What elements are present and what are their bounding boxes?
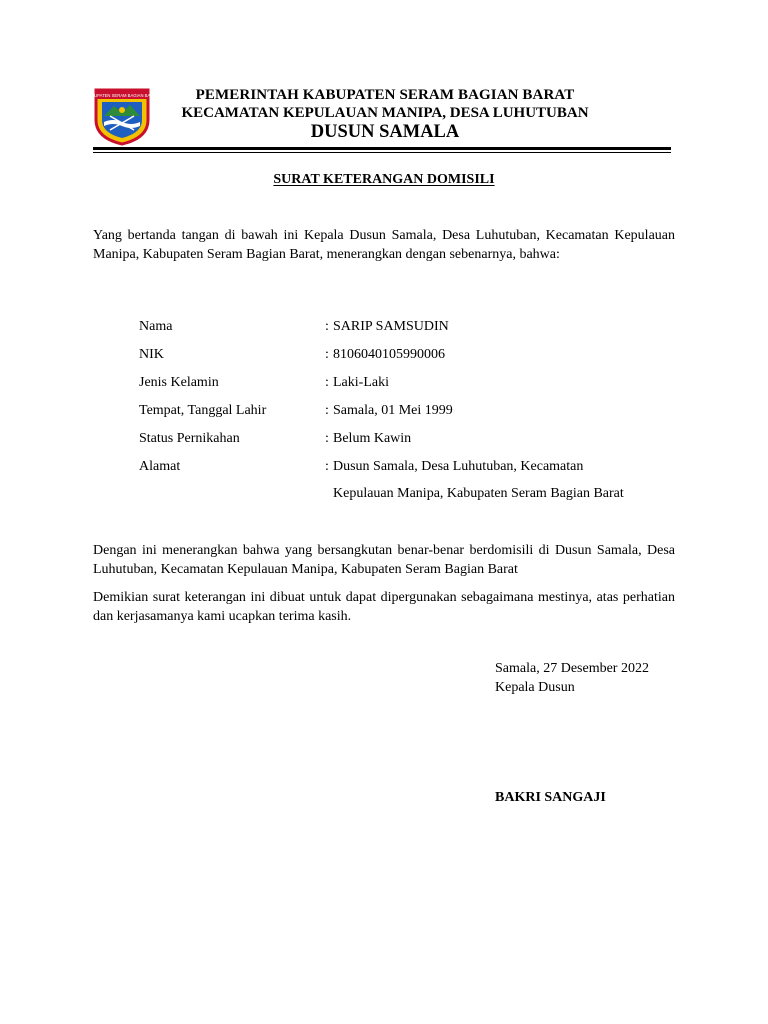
letterhead-district-line: KECAMATAN KEPULAUAN MANIPA, DESA LUHUTUBAN xyxy=(181,105,589,121)
field-value-nik: 8106040105990006 xyxy=(333,347,445,362)
field-label-birth: Tempat, Tanggal Lahir xyxy=(139,403,267,418)
field-value-name: SARIP SAMSUDIN xyxy=(333,319,449,334)
signatory-name: BAKRI SANGAJI xyxy=(495,790,606,805)
field-colon: : xyxy=(325,431,329,446)
letter-title-text: SURAT KETERANGAN DOMISILI xyxy=(273,172,495,187)
field-value-birth: Samala, 01 Mei 1999 xyxy=(333,403,453,418)
field-colon: : xyxy=(325,319,329,334)
regency-emblem-logo xyxy=(85,86,159,146)
field-colon: : xyxy=(325,459,329,474)
field-colon: : xyxy=(325,403,329,418)
signature-place-date: Samala, 27 Desember 2022 xyxy=(495,661,649,676)
field-colon: : xyxy=(325,347,329,362)
svg-text:KABUPATEN SERAM BAGIAN BARAT: KABUPATEN SERAM BAGIAN BARAT xyxy=(85,93,159,98)
field-colon: : xyxy=(325,375,329,390)
field-label-nik: NIK xyxy=(139,347,164,362)
field-value-marital-status: Belum Kawin xyxy=(333,431,412,446)
letterhead-hamlet-line: DUSUN SAMALA xyxy=(310,122,460,142)
field-label-marital-status: Status Pernikahan xyxy=(139,431,240,446)
field-label-gender: Jenis Kelamin xyxy=(139,375,219,390)
field-label-address: Alamat xyxy=(139,459,181,474)
field-value-gender: Laki-Laki xyxy=(333,375,389,390)
intro-paragraph: Yang bertanda tangan di bawah ini Kepala Dusun Samala, Desa Luhutuban, Kecamatan Kepulauan Manipa, Kabupaten Seram Bagian Barat, menerangkan dengan sebenarnya, bahwa: xyxy=(93,228,675,262)
field-value-address: Dusun Samala, Desa Luhutuban, Kecamatan xyxy=(333,459,584,474)
letterhead-government-line: PEMERINTAH KABUPATEN SERAM BAGIAN BARAT xyxy=(195,87,575,103)
field-value-address-line2: Kepulauan Manipa, Kabupaten Seram Bagian Barat xyxy=(333,486,624,501)
domicile-statement-paragraph: Dengan ini menerangkan bahwa yang bersangkutan benar-benar berdomisili di Dusun Samala, Desa Luhutuban, Kecamatan Kepulauan Manipa, Kabupaten Seram Bagian Barat xyxy=(93,543,675,577)
letterhead-divider-thick xyxy=(93,147,671,150)
letter-title xyxy=(0,172,768,188)
signature-position: Kepala Dusun xyxy=(495,680,575,695)
letterhead-divider-thin xyxy=(93,152,671,153)
field-label-name: Nama xyxy=(139,319,173,334)
closing-paragraph: Demikian surat keterangan ini dibuat untuk dapat dipergunakan sebagaimana mestinya, atas perhatian dan kerjasamanya kami ucapkan terima kasih. xyxy=(93,590,675,624)
